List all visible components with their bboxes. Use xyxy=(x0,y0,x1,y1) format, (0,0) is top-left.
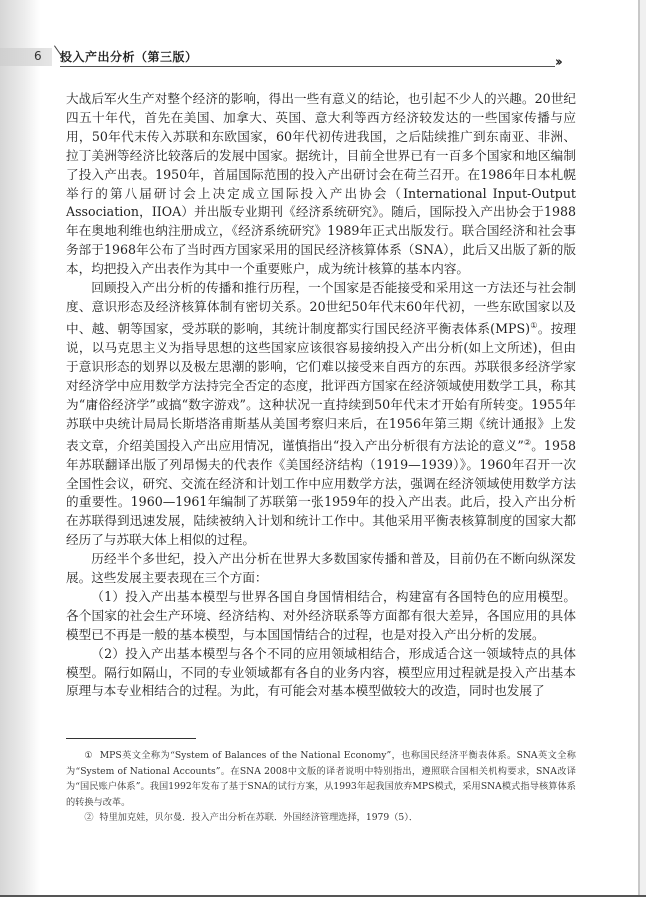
footnotes xyxy=(66,748,576,826)
footnote-ref[interactable]: ① xyxy=(530,320,538,330)
footnote-text: MPS英文全称为“System of Balances of the National Economy”，也称国民经济平衡表体系。SNA英文全称为“System of National Accounts”。在SNA 2008中文版的译者说明中特别指出，遵照联合国相关机构要求，SNA改译为“国民账户体系”。我国1992年发布了基于SNA的试行方案，从1993年起我国放弃MPS模式，采用SNA模式指导核算体系的转换与改革。 xyxy=(66,750,576,808)
footnote-separator xyxy=(66,738,196,739)
paragraph: （1）投入产出基本模型与世界各国自身国情相结合，构建富有各国特色的应用模型。各个国家的社会生产环境、经济结构、对外经济联系等方面都有很大差异，各国应用的具体模型已不再是一般的基本模型，与本国国情结合的过程，也是对投入产出分析的发展。 xyxy=(66,588,576,642)
header-rule xyxy=(60,66,555,67)
footnote-ref[interactable]: ② xyxy=(523,437,532,447)
footnote-mark: ② xyxy=(84,812,94,823)
paragraph xyxy=(66,279,576,550)
paragraph: 大战后军火生产对整个经济的影响，得出一些有意义的结论，也引起不少人的兴趣。20世纪四五十年代，首先在美国、加拿大、英国、意大利等西方经济较发达的一些国家传播与应用，50年代末传入苏联和东欧国家，60年代初传进我国，之后陆续推广到东南亚、非洲、拉丁美洲等经济比较落后的发展中国家。据统计，目前全世界已有一百多个国家和地区编制了投入产出表。1950年，首届国际范围的投入产出研讨会在荷兰召开。在1986年日本札幌举行的第八届研讨会上决定成立国际投入产出协会（International Input-Output Association，IIOA）并出版专业期刊《经济系统研究》。随后，国际投入产出协会于1988年在奥地利维也纳注册成立，《经济系统研究》1989年正式出版发行。联合国经济和社会事务部于1968年公布了当时西方国家采用的国民经济核算体系（SNA），此后又出版了新的版本，均把投入产出表作为其中一个重要账户，成为统计核算的基本内容。 xyxy=(66,91,576,277)
paragraph-text: 。1958年苏联翻译出版了列昂惕夫的代表作《美国经济结构（1919—1939）》。1960年召开一次全国性会议，研究、交流在经济和计划工作中应用数学方法，强调在经济领域使用数学方法的重要性。1960—1961年编制了苏联第一张1959年的投入产出表。此后，投入产出分析在苏联得到迅速发展，陆续被纳入计划和统计工作中。其他采用平衡表核算制度的国家大都经历了与苏联大体上相似的过程。 xyxy=(66,437,576,548)
book-title: 投入产出分析（第三版） xyxy=(60,50,198,64)
paragraph: （2）投入产出基本模型与各个不同的应用领域相结合，形成适合这一领域特点的具体模型。隔行如隔山，不同的专业领域都有各自的业务内容，模型应用过程就是投入产出基本原理与本专业相结合的过程。为此，有可能会对基本模型做较大的改造，同时也发展了 xyxy=(66,645,576,699)
page-number-band xyxy=(0,48,52,66)
double-chevron-right-icon: ›› xyxy=(555,55,560,70)
footnote xyxy=(66,748,576,810)
paragraph: 历经半个多世纪，投入产出分析在世界大多数国家传播和普及，目前仍在不断向纵深发展。这些发展主要表现在三个方面： xyxy=(66,551,576,586)
running-header xyxy=(0,44,580,68)
footnote-mark: ① xyxy=(84,750,94,761)
body-text xyxy=(66,90,576,701)
page-right-edge xyxy=(638,0,646,895)
footnote xyxy=(66,810,576,826)
paragraph-text: 回顾投入产出分析的传播和推行历程，一个国家是否能接受和采用这一方法还与社会制度、意识形态及经济核算体制有密切关系。20世纪50年代末60年代初，一些东欧国家以及中、越、朝等国家，受苏联的影响，其统计制度都实行国民经济平衡表体系(MPS) xyxy=(66,280,576,337)
paragraph-text: 。按理说，以马克思主义为指导思想的这些国家应该很容易接纳投入产出分析(如上文所述)，但由于意识形态的划界以及极左思潮的影响，它们难以接受来自西方的东西。苏联很多经济学家对经济学中应用数学方法持完全否定的态度，批评西方国家在经济领域使用数学工具，称其为“庸俗经济学”或搞“数字游戏”。这种状况一直持续到50年代末才开始有所转变。1955年苏联中央统计局局长斯塔洛甫斯基从美国考察归来后，在1956年第三期《统计通报》上发表文章，介绍美国投入产出应用情况，谨慎指出“投入产出分析很有方法论的意义” xyxy=(66,321,577,453)
page-left-shadow xyxy=(0,0,40,897)
page-number: 6 xyxy=(34,49,42,63)
footnote-text: 特里加克娃，贝尔曼．投入产出分析在苏联．外国经济管理选择，1979（5）． xyxy=(99,812,419,823)
